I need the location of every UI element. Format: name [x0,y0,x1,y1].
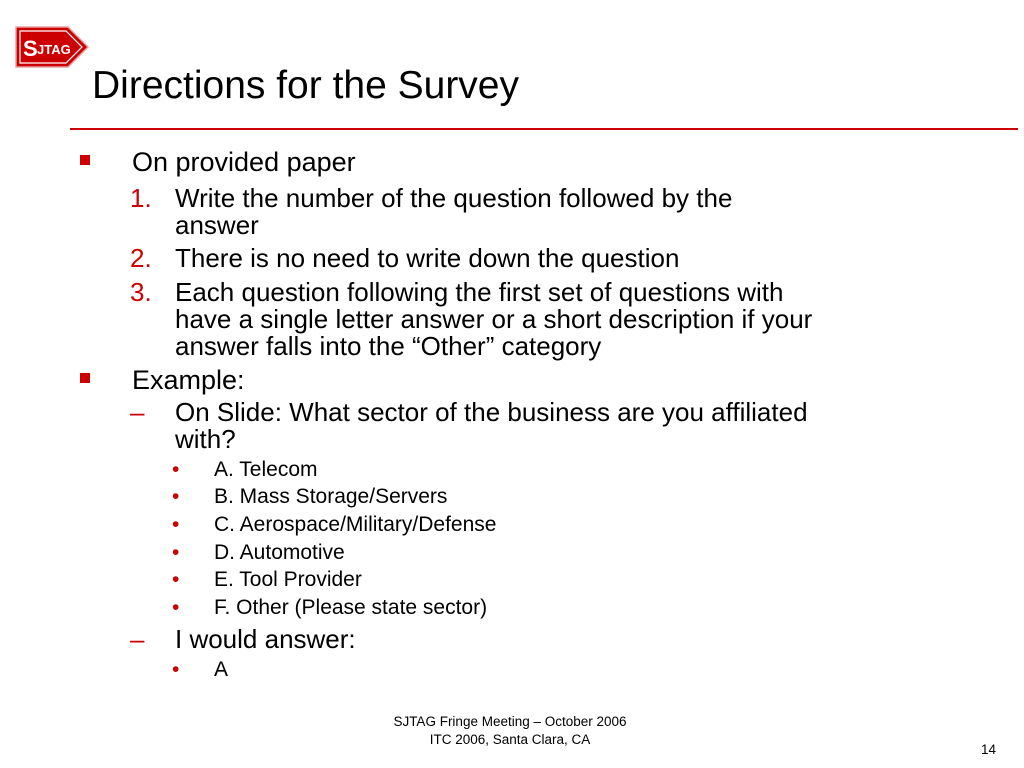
svg-text:JTAG: JTAG [37,42,71,57]
number-marker: 2. [130,243,152,273]
option-text: B. Mass Storage/Servers [214,485,448,508]
footer-line-2: ITC 2006, Santa Clara, CA [429,732,591,747]
option-text: E. Tool Provider [214,568,362,591]
answer-text: A [214,658,229,681]
number-marker: 3. [130,277,152,307]
item-line: I would answer: [175,624,356,654]
option-text: A. Telecom [214,458,318,481]
option-text: F. Other (Please state sector) [214,596,488,619]
bullet-dot-icon: • [172,458,180,481]
bullet-dot-icon: • [172,513,180,536]
item-line: Write the number of the question followed by the [175,183,733,213]
bullet-dot-icon: • [172,568,180,591]
footer-line-1: SJTAG Fringe Meeting – October 2006 [393,714,627,729]
sjtag-logo [14,25,90,69]
option-text: D. Automotive [214,541,345,564]
bullet-dot-icon: • [172,658,180,681]
bullet-dot-icon: • [172,541,180,564]
bullet-on-provided-paper: On provided paper [132,147,356,177]
option-text: C. Aerospace/Military/Defense [214,513,497,536]
bullet-example: Example: [132,365,245,395]
page-number: 14 [980,742,996,757]
dash-marker: – [130,397,145,427]
number-marker: 1. [130,183,152,213]
bullet-dot-icon: • [172,596,180,619]
slide-footer [360,713,660,749]
item-line: answer [175,210,259,240]
item-line: Each question following the first set of questions with [175,277,784,307]
bullet-dot-icon: • [172,485,180,508]
item-line: with? [175,424,236,454]
title-divider [70,128,1018,130]
item-line: On Slide: What sector of the business are you affiliated [175,397,808,427]
dash-marker: – [130,624,145,654]
item-line: There is no need to write down the question [175,243,680,273]
square-bullet-icon [80,155,90,165]
item-line: answer falls into the “Other” category [175,331,602,361]
svg-text:S: S [23,36,38,61]
square-bullet-icon [80,373,90,383]
item-line: have a single letter answer or a short description if your [175,304,813,334]
slide-title: Directions for the Survey [92,64,520,107]
